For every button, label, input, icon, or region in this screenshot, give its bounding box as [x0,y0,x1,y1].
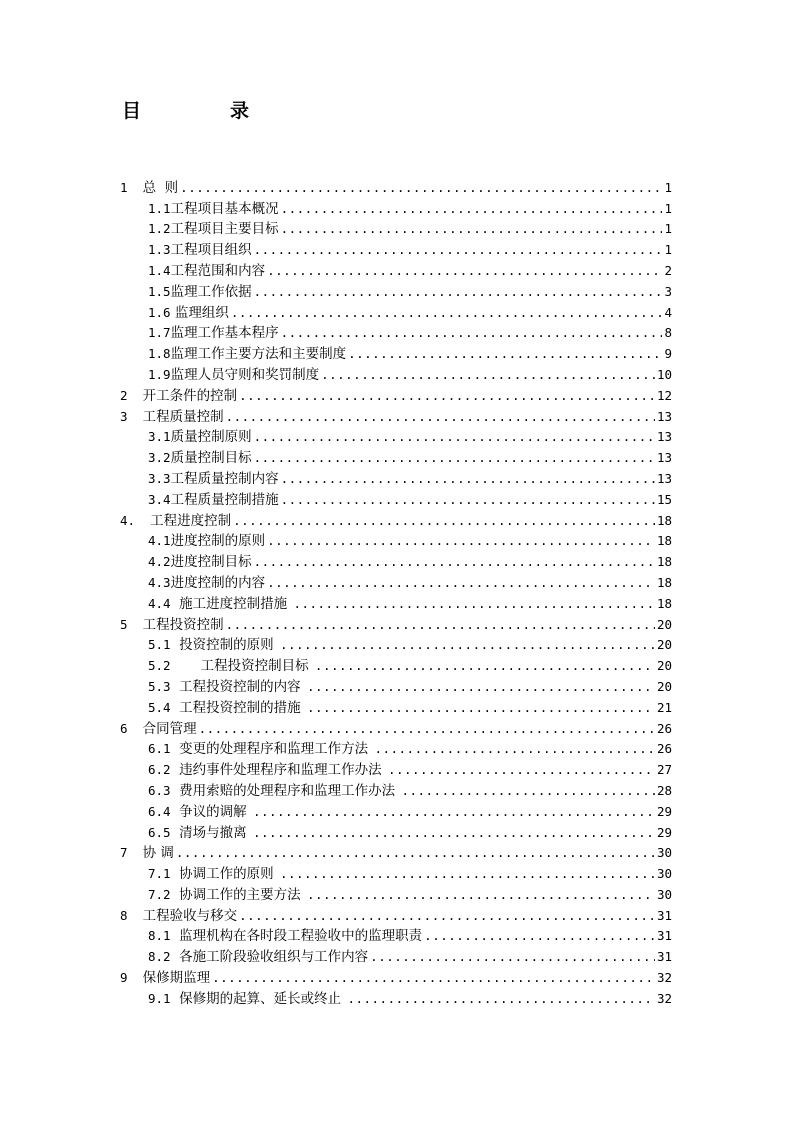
toc-entry-number: 8.2 [148,949,171,965]
toc-entry-page: 20 [656,637,672,653]
toc-entry-title: 开工条件的控制 [142,387,238,404]
toc-entry-page: 30 [656,845,672,861]
toc-entry-label [148,305,229,321]
toc-entry-leader [374,741,654,757]
toc-entry-page: 21 [656,699,672,715]
toc-entry-page: 1 [664,200,672,216]
toc-entry[interactable] [120,508,672,529]
toc-entry[interactable] [120,425,672,446]
toc-entry-label [148,575,265,591]
toc-entry-page: 3 [664,283,672,299]
toc-entry-leader [281,221,663,237]
toc-entry[interactable] [120,300,672,321]
toc-entry[interactable] [120,841,672,862]
toc-entry-label [148,928,422,944]
toc-entry[interactable] [120,799,672,820]
toc-entry-title: 保修期的起算、延长或终止 [170,990,346,1007]
toc-entry-page: 1 [664,221,672,237]
toc-entry-number: 1.4 [148,262,171,278]
toc-entry-label [148,658,313,674]
toc-entry[interactable] [120,321,672,342]
toc-entry-number: 4. [120,512,151,528]
toc-entry-leader [233,513,655,529]
toc-entry-page: 2 [664,262,672,278]
toc-entry-number: 4.2 [148,554,171,570]
toc-entry[interactable] [120,466,672,487]
toc-entry[interactable] [120,570,672,591]
toc-entry[interactable] [120,820,672,841]
toc-entry-title: 监理组织 [170,304,229,321]
toc-entry-number: 7.1 [148,866,171,882]
toc-entry-number: 1.9 [148,366,171,382]
title-char-2: 录 [230,100,250,122]
toc-entry-page: 13 [656,450,672,466]
toc-entry[interactable] [120,196,672,217]
toc-entry-label [120,388,237,404]
toc-entry-number: 3.2 [148,450,171,466]
toc-entry-leader [254,242,663,258]
toc-entry-label [148,263,265,279]
toc-entry-title: 清场与撤离 [170,824,251,841]
toc-entry-leader [281,325,663,341]
toc-entry-number: 6.3 [148,782,171,798]
toc-entry-label [148,367,319,383]
toc-entry-page: 30 [656,886,672,902]
toc-entry-leader [254,554,655,570]
page-title [122,96,282,126]
toc-entry-number: 5 [120,616,143,632]
toc-entry-page: 31 [656,907,672,923]
toc-entry-title: 工程项目主要目标 [170,221,279,238]
toc-entry[interactable] [120,965,672,986]
toc-entry-number: 1.5 [148,283,171,299]
toc-entry-label [120,721,197,737]
toc-entry-page: 30 [656,866,672,882]
toc-entry-label [120,180,178,196]
toc-entry-number: 5.2 [148,658,171,674]
toc-entry-label [148,346,346,362]
toc-entry[interactable] [120,237,672,258]
toc-entry-page: 13 [656,408,672,424]
toc-entry-label [120,409,224,425]
toc-entry-leader [293,596,654,612]
toc-entry-title: 工程项目组织 [170,242,252,259]
toc-entry-leader [226,617,655,633]
toc-entry[interactable] [120,924,672,945]
toc-entry-leader [180,180,662,196]
toc-entry-label [148,201,279,217]
toc-entry-title: 协 调 [142,845,174,862]
toc-entry-number: 2 [120,387,143,403]
toc-entry[interactable] [120,778,672,799]
toc-entry-number: 6.1 [148,741,171,757]
toc-entry-number: 3.3 [148,470,171,486]
toc-entry-page: 18 [656,533,672,549]
toc-entry-leader [280,637,655,653]
toc-entry-number: 9.1 [148,990,171,1006]
toc-entry-leader [307,679,655,695]
toc-entry-number: 1 [120,179,143,195]
toc-entry-page: 27 [656,762,672,778]
toc-entry-title: 违约事件处理程序和监理工作办法 [170,762,386,779]
toc-entry-leader [253,804,655,820]
toc-entry-number: 3.4 [148,491,171,507]
toc-entry-leader [281,201,663,217]
toc-entry-number: 6.2 [148,762,171,778]
toc-entry-number: 8 [120,907,143,923]
toc-entry-leader [281,492,655,508]
toc-entry-leader [307,700,655,716]
toc-entry-title: 监理工作依据 [170,283,252,300]
toc-entry-title: 工程质量控制 [142,408,224,425]
toc-entry-number: 4.1 [148,533,171,549]
toc-entry-page: 18 [656,574,672,590]
toc-entry-label [148,492,279,508]
toc-entry-title: 工程投资控制的措施 [170,699,305,716]
toc-entry-title: 进度控制的原则 [170,533,266,550]
toc-entry-page: 1 [664,242,672,258]
toc-entry-leader [370,949,655,965]
toc-entry-title: 监理机构在各时段工程验收中的监理职责 [170,928,423,945]
toc-entry-number: 4.4 [148,595,171,611]
toc-entry-leader [267,263,662,279]
toc-entry-page: 18 [656,554,672,570]
toc-entry-page: 1 [664,179,672,195]
toc-entry-page: 31 [656,928,672,944]
toc-entry-label [148,242,252,258]
toc-entry-page: 8 [664,325,672,341]
toc-entry-leader [239,388,655,404]
toc-entry-page: 20 [656,678,672,694]
toc-entry-leader [348,346,662,362]
toc-entry-leader [347,991,654,1007]
toc-entry-label [148,762,386,778]
title-char-1: 目 [122,100,142,122]
toc-entry-title: 各施工阶段验收组织与工作内容 [170,949,369,966]
toc-entry-leader [424,928,655,944]
toc-entry-label [148,804,251,820]
toc-entry[interactable] [120,903,672,924]
toc-entry-number: 6 [120,720,143,736]
toc-entry-leader [254,284,663,300]
toc-entry-label [148,325,279,341]
toc-entry-title: 工程进度控制 [150,512,232,529]
toc-entry-leader [254,429,655,445]
toc-entry-label [148,221,279,237]
toc-entry-title: 监理工作主要方法和主要制度 [170,346,347,363]
toc-entry-title: 监理工作基本程序 [170,325,279,342]
toc-entry-label [148,554,252,570]
toc-entry-page: 29 [656,824,672,840]
toc-entry-page: 32 [656,990,672,1006]
toc-entry-leader [280,866,655,882]
toc-entry-label [120,970,210,986]
toc-entry-leader [307,887,655,903]
toc-entry-title: 工程质量控制措施 [170,491,279,508]
toc-entry-page: 12 [656,387,672,403]
toc-entry-number: 5.1 [148,637,171,653]
table-of-contents [120,175,672,1007]
toc-entry-title: 争议的调解 [170,803,251,820]
toc-entry-label [148,533,265,549]
toc-entry-leader [321,367,655,383]
toc-entry-leader [239,908,655,924]
toc-entry-leader [254,450,655,466]
toc-entry-title: 工程投资控制的内容 [170,678,305,695]
toc-entry-label [120,617,224,633]
toc-entry-title: 施工进度控制措施 [170,595,292,612]
toc-entry-title: 协调工作的主要方法 [170,886,305,903]
toc-entry-number: 1.7 [148,325,171,341]
toc-entry[interactable] [120,258,672,279]
toc-entry[interactable] [120,695,672,716]
toc-entry-leader [253,825,655,841]
toc-entry[interactable] [120,674,672,695]
toc-entry-page: 13 [656,470,672,486]
toc-entry[interactable] [120,279,672,300]
toc-entry-title: 工程质量控制内容 [170,470,279,487]
toc-entry-title: 协调工作的原则 [170,866,278,883]
toc-entry[interactable] [120,612,672,633]
toc-entry[interactable] [120,633,672,654]
toc-entry[interactable] [120,944,672,965]
toc-entry-number: 5.4 [148,699,171,715]
toc-entry[interactable] [120,445,672,466]
toc-entry-page: 20 [656,616,672,632]
toc-entry-label [148,596,291,612]
toc-entry-label [120,845,174,861]
toc-entry-leader [388,762,655,778]
toc-entry[interactable] [120,716,672,737]
toc-entry-title: 工程范围和内容 [170,262,266,279]
toc-entry[interactable] [120,757,672,778]
toc-entry-page: 10 [656,366,672,382]
toc-entry-number: 8.1 [148,928,171,944]
toc-entry-number: 4.3 [148,574,171,590]
toc-entry-label [148,700,305,716]
toc-entry-title: 工程投资控制 [142,616,224,633]
toc-entry-label [148,866,278,882]
toc-entry-label [148,429,252,445]
toc-entry-label [148,825,251,841]
toc-entry-number: 3.1 [148,429,171,445]
toc-entry-leader [212,970,655,986]
toc-entry[interactable] [120,341,672,362]
toc-entry-title: 进度控制的内容 [170,574,266,591]
toc-entry-number: 1.3 [148,242,171,258]
toc-entry-title: 保修期监理 [142,970,211,987]
toc-entry-leader [267,533,655,549]
toc-entry[interactable] [120,591,672,612]
toc-entry[interactable] [120,529,672,550]
toc-entry-label [148,741,372,757]
toc-entry-leader [176,845,655,861]
toc-entry-leader [315,658,655,674]
toc-entry-title: 合同管理 [142,720,197,737]
toc-entry-title: 投资控制的原则 [170,637,278,654]
toc-entry-leader [401,783,654,799]
toc-entry-number: 5.3 [148,678,171,694]
toc-entry-label [148,783,399,799]
toc-entry[interactable] [120,549,672,570]
toc-entry-leader [226,409,655,425]
toc-entry-label [148,949,368,965]
toc-entry-page: 28 [656,782,672,798]
toc-entry-title: 总 则 [142,179,179,196]
toc-entry-number: 9 [120,970,143,986]
toc-entry-label [148,887,305,903]
toc-entry-title: 变更的处理程序和监理工作方法 [170,741,373,758]
toc-entry-title: 监理人员守则和奖罚制度 [170,366,320,383]
toc-entry-label [120,513,231,529]
toc-entry-title: 工程项目基本概况 [170,200,279,217]
toc-entry[interactable] [120,362,672,383]
toc-entry-label [148,284,252,300]
toc-entry-page: 4 [664,304,672,320]
toc-entry-number: 7.2 [148,886,171,902]
toc-entry-title: 工程验收与移交 [142,907,238,924]
toc-entry-number: 6.4 [148,803,171,819]
toc-entry-label [148,450,252,466]
toc-entry-title: 质量控制目标 [170,450,252,467]
toc-entry-number: 3 [120,408,143,424]
toc-entry-page: 13 [656,429,672,445]
toc-entry-page: 26 [656,720,672,736]
toc-entry-page: 18 [656,595,672,611]
toc-entry-label [148,991,345,1007]
toc-entry-page: 29 [656,803,672,819]
toc-entry-page: 31 [656,949,672,965]
toc-entry[interactable] [120,487,672,508]
toc-entry-page: 9 [664,346,672,362]
toc-entry-label [148,471,279,487]
toc-entry-page: 20 [656,658,672,674]
toc-entry[interactable] [120,217,672,238]
toc-entry-number: 1.2 [148,221,171,237]
toc-entry[interactable] [120,986,672,1007]
toc-entry-leader [267,575,655,591]
toc-entry-number: 7 [120,845,143,861]
toc-entry-title: 费用索赔的处理程序和监理工作办法 [170,782,400,799]
toc-entry-label [148,637,278,653]
toc-entry-leader [231,305,663,321]
toc-entry-label [148,679,305,695]
toc-entry-label [120,908,237,924]
toc-entry[interactable] [120,882,672,903]
toc-entry-title: 工程投资控制目标 [170,658,313,675]
toc-entry-page: 15 [656,491,672,507]
toc-entry-page: 18 [656,512,672,528]
toc-entry-leader [281,471,655,487]
toc-entry-page: 26 [656,741,672,757]
toc-entry-title: 质量控制原则 [170,429,252,446]
toc-entry-title: 进度控制目标 [170,554,252,571]
toc-entry[interactable] [120,653,672,674]
toc-entry[interactable] [120,737,672,758]
toc-entry[interactable] [120,861,672,882]
toc-entry[interactable] [120,383,672,404]
toc-entry-page: 32 [656,970,672,986]
toc-entry[interactable] [120,175,672,196]
toc-entry-number: 1.8 [148,346,171,362]
toc-entry-number: 1.1 [148,200,171,216]
toc-entry-number: 1.6 [148,304,171,320]
toc-entry[interactable] [120,404,672,425]
toc-entry-leader [199,721,655,737]
toc-entry-number: 6.5 [148,824,171,840]
